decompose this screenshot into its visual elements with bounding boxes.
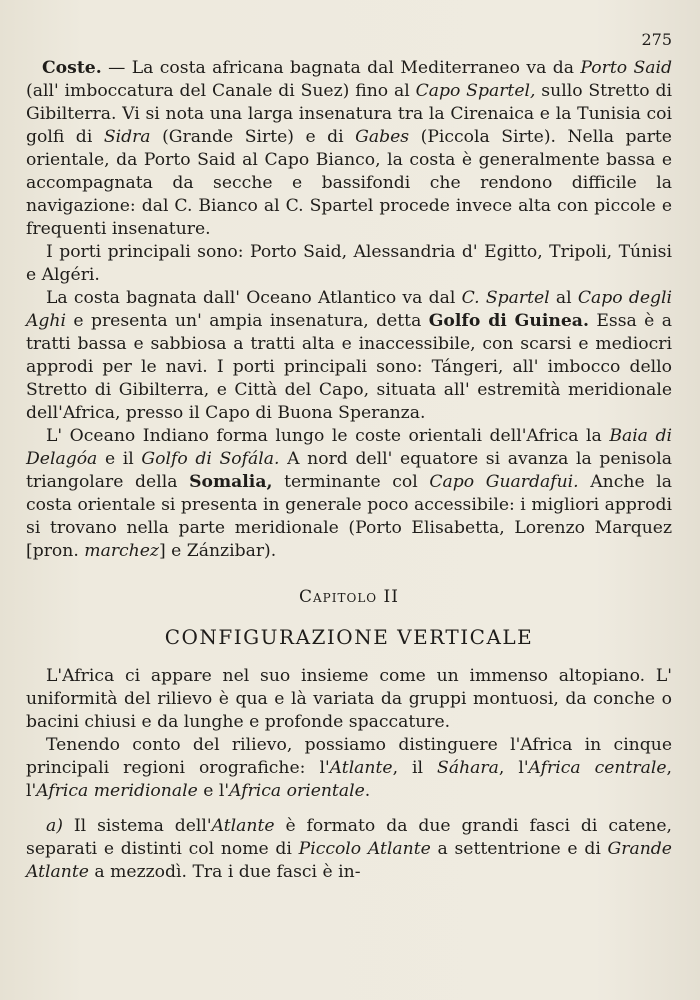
place-gabes: Gabes <box>355 127 410 147</box>
paragraph-altopiano: L'Africa ci appare nel suo insieme come un immenso altopiano. L' uniformità del rilievo è qua e là variata da gruppi montuosi, da conche o bacini chiusi e da lunghe e profonde spaccature. <box>26 666 672 732</box>
region-africa-centrale: Africa centrale <box>528 758 667 778</box>
range-grande-atlante: Grande Atlante <box>26 839 672 882</box>
range-piccolo-atlante: Piccolo Atlante <box>298 839 431 859</box>
paragraph-atlantic: La costa bagnata dall' Oceano Atlantico va dal C. Spartel al Capo degli Aghi e presenta un' ampia insenatura, detta Golfo di Guinea. Essa è a tratti bassa e sabbiosa a tratti alta e inaccessibile, con scarsi e mediocri approdi per le navi. I porti principali sono: Tángeri, all' imbocco dello Stretto di Gibilterra, e Città del Capo, situata all' estremità meridionale dell'Africa, presso il Capo di Buona Speranza. <box>26 288 672 423</box>
pronunciation-marchez: marchez <box>84 541 159 561</box>
paragraph-coste: Coste. — La costa africana bagnata dal Mediterraneo va da Porto Said (all' imboccatura del Canale di Suez) fino al Capo Spartel, sullo Stretto di Gibilterra. Vi si nota una larga insenatura tra la Cirenaica e la Tunisia coi golfi di Sidra (Grande Sirte) e di Gabes (Piccola Sirte). Nella parte orientale, da Porto Said al Capo Bianco, la costa è generalmente bassa e accompagnata da secche e bassifondi che rendono difficile la navigazione: dal C. Bianco al C. Spartel procede invece alta con piccole e frequenti insenature. <box>26 58 673 239</box>
place-somalia: Somalia, <box>189 472 273 492</box>
place-capo-aghi: Capo degli Aghi <box>26 288 672 331</box>
region-africa-orientale: Africa orientale <box>229 781 365 801</box>
chapter-title: CONFIGURAZIONE VERTICALE <box>164 625 534 649</box>
section-heading-coste: Coste. <box>42 58 102 78</box>
paragraph-porti: I porti principali sono: Porto Said, Alessandria d' Egitto, Tripoli, Túnisi e Algéri. <box>26 242 672 285</box>
region-africa-meridionale: Africa meridionale <box>36 781 198 801</box>
region-atlante: Atlante <box>329 758 393 778</box>
place-sidra: Sidra <box>103 127 151 147</box>
region-sahara: Sáhara <box>437 758 499 778</box>
place-golfo-sofala: Golfo di Sofála. <box>141 449 280 469</box>
place-porto-said: Porto Said <box>580 58 673 78</box>
place-c-spartel: C. Spartel <box>461 288 550 308</box>
paragraph-regioni: Tenendo conto del rilievo, possiamo distinguere l'Africa in cinque principali regioni orografiche: l'Atlante, il Sáhara, l'Africa centrale, l'Africa meridionale e l'Africa orientale. <box>26 735 672 801</box>
paragraph-atlante: a) Il sistema dell'Atlante è formato da due grandi fasci di catene, separati e distinti col nome di Piccolo Atlante a settentrione e di Grande Atlante a mezzodì. Tra i due fasci è in- <box>26 816 672 882</box>
place-golfo-guinea: Golfo di Guinea. <box>428 311 589 331</box>
place-capo-spartel: Capo Spartel, <box>415 81 536 101</box>
list-label-a: a) <box>46 816 63 836</box>
place-baia-delagoa: Baia di Delagóa <box>26 426 672 469</box>
place-capo-guardafui: Capo Guardafui. <box>429 472 579 492</box>
range-atlante: Atlante <box>211 816 275 836</box>
page-number: 275 <box>641 30 672 49</box>
chapter-number: Capitolo II <box>299 587 399 607</box>
paragraph-indian: L' Oceano Indiano forma lungo le coste orientali dell'Africa la Baia di Delagóa e il Golfo di Sofála. A nord dell' equatore si avanza la penisola triangolare della Somalia, terminante col Capo Guardafui. Anche la costa orientale si presenta in generale poco accessibile: i migliori approdi si trovano nella parte meridionale (Porto Elisabetta, Lorenzo Marquez [pron. marchez] e Zánzibar). <box>26 426 673 561</box>
